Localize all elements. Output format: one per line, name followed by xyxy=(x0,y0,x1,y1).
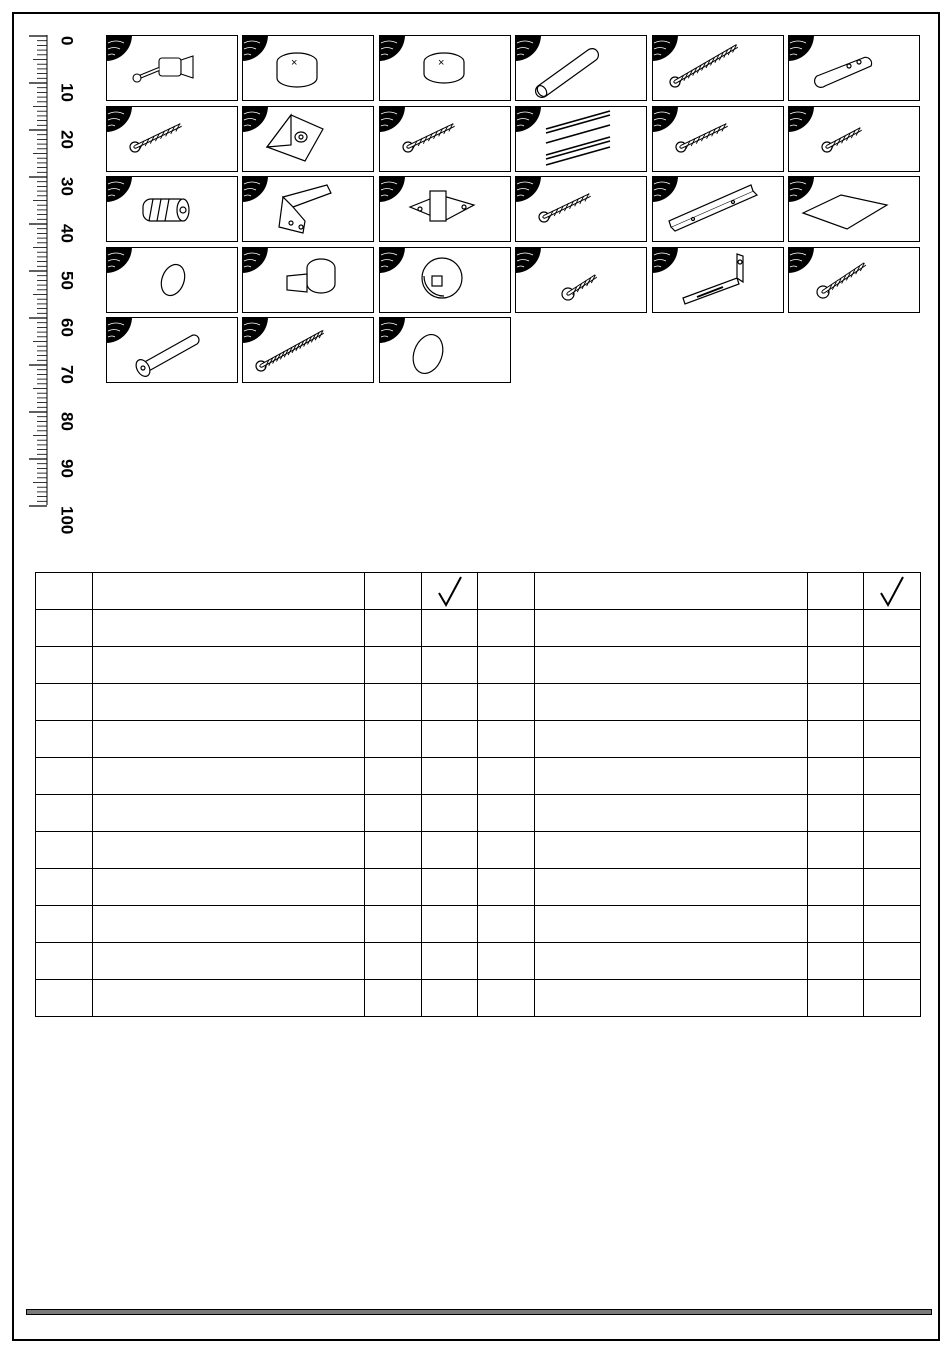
check-cell[interactable] xyxy=(422,980,478,1017)
check-cell[interactable] xyxy=(864,832,921,869)
table-cell xyxy=(478,832,535,869)
check-cell[interactable] xyxy=(422,906,478,943)
threaded-insert-icon xyxy=(107,177,237,241)
check-cell[interactable] xyxy=(864,647,921,684)
ruler-label: 30 xyxy=(57,177,77,196)
table-cell xyxy=(93,980,365,1017)
table-cell xyxy=(36,647,93,684)
table-cell xyxy=(535,980,808,1017)
table-cell xyxy=(365,869,422,906)
table-cell xyxy=(535,684,808,721)
table-cell xyxy=(93,610,365,647)
screw-icon xyxy=(516,177,646,241)
cam-lock-nut-icon xyxy=(243,36,373,100)
corner-bracket-icon xyxy=(243,107,373,171)
ruler-labels xyxy=(58,36,77,534)
table-cell xyxy=(478,980,535,1017)
cam-bolt-dowel-icon xyxy=(107,36,237,100)
check-cell[interactable] xyxy=(864,795,921,832)
table-cell xyxy=(365,721,422,758)
table-cell xyxy=(93,647,365,684)
table-row xyxy=(36,721,921,758)
ruler-label: 50 xyxy=(57,271,77,290)
table-cell xyxy=(93,795,365,832)
svg-text:×: × xyxy=(438,57,445,69)
part-cell xyxy=(788,176,920,242)
cam-housing-icon xyxy=(243,248,373,312)
part-cell xyxy=(242,247,374,313)
cam-lock-nut-small-icon xyxy=(380,36,510,100)
check-cell[interactable] xyxy=(422,610,478,647)
table-cell xyxy=(808,832,864,869)
connector-block-icon xyxy=(789,36,919,100)
ruler-label: 60 xyxy=(57,318,77,337)
part-cell xyxy=(242,35,374,101)
header-cell xyxy=(93,573,365,610)
table-cell xyxy=(808,684,864,721)
backing-panel-icon xyxy=(789,177,919,241)
part-cell xyxy=(379,35,511,101)
ruler-label: 90 xyxy=(57,459,77,478)
check-cell[interactable] xyxy=(864,610,921,647)
table-cell xyxy=(365,832,422,869)
table-cell xyxy=(808,610,864,647)
part-cell xyxy=(242,317,374,383)
table-cell xyxy=(478,647,535,684)
cam-cover-icon xyxy=(380,248,510,312)
table-cell xyxy=(365,943,422,980)
wooden-dowel-icon xyxy=(516,36,646,100)
cover-cap-icon xyxy=(107,248,237,312)
check-cell[interactable] xyxy=(864,980,921,1017)
hinge-plate-icon xyxy=(380,177,510,241)
check-cell[interactable] xyxy=(422,684,478,721)
table-cell xyxy=(93,869,365,906)
table-row xyxy=(36,832,921,869)
part-cell xyxy=(379,176,511,242)
footer-bar xyxy=(26,1309,932,1315)
table-cell xyxy=(365,906,422,943)
parts-grid xyxy=(106,35,922,385)
table-cell xyxy=(36,610,93,647)
check-cell[interactable] xyxy=(422,832,478,869)
table-cell xyxy=(36,684,93,721)
check-cell[interactable] xyxy=(864,721,921,758)
table-row xyxy=(36,869,921,906)
part-cell xyxy=(515,35,647,101)
table-cell xyxy=(478,610,535,647)
table-cell xyxy=(808,943,864,980)
long-bolt-icon xyxy=(653,36,783,100)
check-cell[interactable] xyxy=(864,869,921,906)
ruler-label: 70 xyxy=(57,365,77,384)
ruler-label: 10 xyxy=(57,83,77,102)
table-row xyxy=(36,684,921,721)
part-cell xyxy=(242,176,374,242)
pan-head-screw-icon xyxy=(789,248,919,312)
part-cell xyxy=(515,247,647,313)
check-cell[interactable] xyxy=(864,906,921,943)
table-cell xyxy=(36,721,93,758)
table-cell xyxy=(365,684,422,721)
header-cell xyxy=(36,573,93,610)
part-cell xyxy=(106,176,238,242)
table-cell xyxy=(36,869,93,906)
parts-checklist-table xyxy=(35,572,921,1017)
part-cell xyxy=(379,247,511,313)
table-cell xyxy=(478,943,535,980)
check-cell[interactable] xyxy=(422,943,478,980)
hinge-icon xyxy=(243,177,373,241)
table-row xyxy=(36,795,921,832)
ruler-label: 20 xyxy=(57,130,77,149)
table-cell xyxy=(535,721,808,758)
checkmark-icon xyxy=(879,575,905,607)
table-cell xyxy=(808,795,864,832)
long-screw-icon xyxy=(243,318,373,382)
table-row xyxy=(36,906,921,943)
machine-screw-icon xyxy=(516,248,646,312)
screw-icon xyxy=(107,107,237,171)
sleeve-nut-icon xyxy=(107,318,237,382)
table-cell xyxy=(535,832,808,869)
table-cell xyxy=(535,610,808,647)
table-cell xyxy=(478,684,535,721)
table-cell xyxy=(365,758,422,795)
part-cell xyxy=(106,317,238,383)
table-row xyxy=(36,647,921,684)
check-column-header xyxy=(864,573,921,610)
table-cell xyxy=(365,795,422,832)
table-cell xyxy=(535,647,808,684)
screw-icon xyxy=(380,107,510,171)
checkmark-icon xyxy=(437,575,463,607)
table-cell xyxy=(93,832,365,869)
part-cell xyxy=(515,176,647,242)
table-cell xyxy=(36,758,93,795)
drawer-runner-pair-icon xyxy=(516,107,646,171)
check-cell[interactable] xyxy=(422,869,478,906)
table-cell xyxy=(93,721,365,758)
part-cell xyxy=(652,247,784,313)
table-cell xyxy=(478,758,535,795)
part-cell xyxy=(515,106,647,172)
check-cell[interactable] xyxy=(422,758,478,795)
part-cell xyxy=(652,106,784,172)
check-column-header xyxy=(422,573,478,610)
table-cell xyxy=(36,832,93,869)
check-cell[interactable] xyxy=(422,795,478,832)
part-cell xyxy=(106,106,238,172)
table-cell xyxy=(535,943,808,980)
table-cell xyxy=(808,758,864,795)
table-cell xyxy=(535,795,808,832)
header-cell xyxy=(478,573,535,610)
ruler xyxy=(28,33,88,535)
part-cell xyxy=(788,106,920,172)
ruler-label: 0 xyxy=(57,36,77,46)
table-cell xyxy=(93,943,365,980)
table-row xyxy=(36,610,921,647)
l-bracket-icon xyxy=(653,248,783,312)
ruler-ticks xyxy=(29,35,47,506)
table-row xyxy=(36,980,921,1017)
part-cell xyxy=(379,106,511,172)
part-cell xyxy=(788,247,920,313)
part-cell xyxy=(242,106,374,172)
table-cell xyxy=(535,906,808,943)
header-cell xyxy=(808,573,864,610)
part-cell xyxy=(652,35,784,101)
check-cell[interactable] xyxy=(864,684,921,721)
table-cell xyxy=(808,721,864,758)
svg-text:×: × xyxy=(291,57,298,69)
table-cell xyxy=(535,869,808,906)
check-cell[interactable] xyxy=(864,758,921,795)
check-cell[interactable] xyxy=(864,943,921,980)
ruler-label: 80 xyxy=(57,412,77,431)
part-cell xyxy=(106,247,238,313)
table-cell xyxy=(808,869,864,906)
part-cell xyxy=(106,35,238,101)
ruler-label: 40 xyxy=(57,224,77,243)
table-cell xyxy=(93,758,365,795)
table-cell xyxy=(93,684,365,721)
screw-icon xyxy=(653,107,783,171)
table-cell xyxy=(478,869,535,906)
part-cell xyxy=(379,317,511,383)
table-cell xyxy=(36,906,93,943)
table-row xyxy=(36,758,921,795)
table-cell xyxy=(365,980,422,1017)
table-cell xyxy=(535,758,808,795)
table-cell xyxy=(478,721,535,758)
table-cell xyxy=(478,795,535,832)
check-cell[interactable] xyxy=(422,647,478,684)
part-cell xyxy=(788,35,920,101)
part-cell xyxy=(652,176,784,242)
table-cell xyxy=(365,647,422,684)
table-cell xyxy=(93,906,365,943)
angle-profile-icon xyxy=(653,177,783,241)
table-cell xyxy=(808,906,864,943)
table-header-row xyxy=(36,573,921,610)
round-cap-icon xyxy=(380,318,510,382)
table-cell xyxy=(808,980,864,1017)
check-cell[interactable] xyxy=(422,721,478,758)
header-cell xyxy=(365,573,422,610)
ruler-label: 100 xyxy=(57,506,77,535)
table-cell xyxy=(36,795,93,832)
table-cell xyxy=(478,906,535,943)
table-cell xyxy=(36,943,93,980)
header-cell xyxy=(535,573,808,610)
table-row xyxy=(36,943,921,980)
table-cell xyxy=(36,980,93,1017)
table-cell xyxy=(365,610,422,647)
short-screw-icon xyxy=(789,107,919,171)
table-cell xyxy=(808,647,864,684)
